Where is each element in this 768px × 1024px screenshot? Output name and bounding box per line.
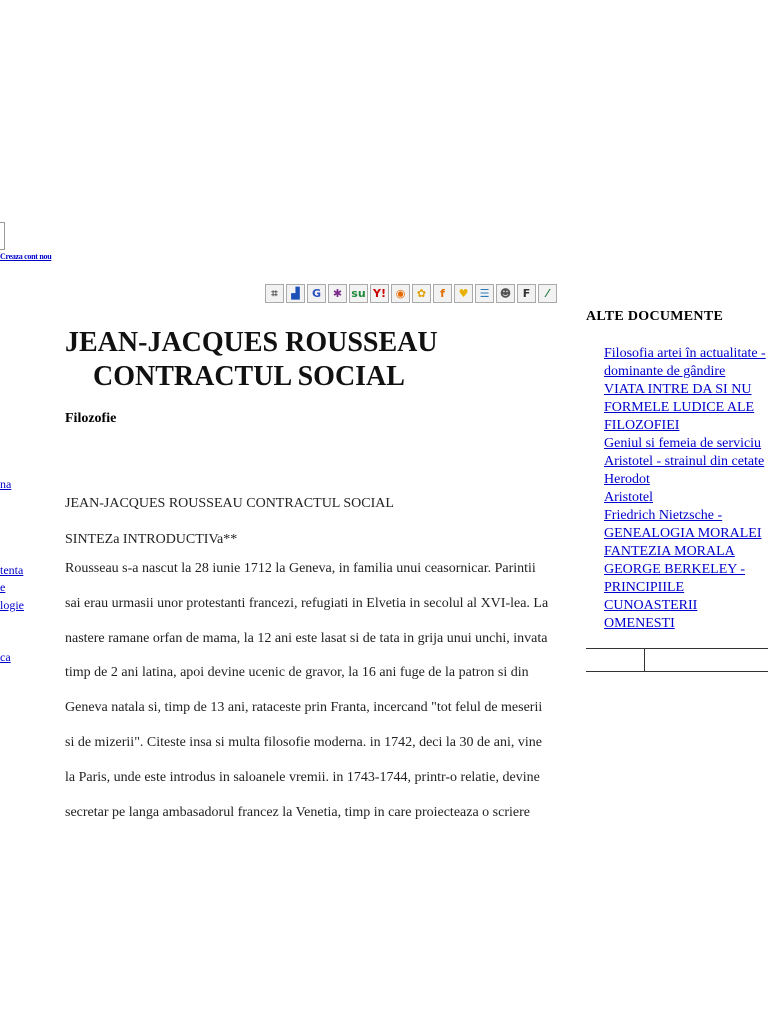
- left-sidebar-link[interactable]: na: [0, 477, 12, 491]
- left-sidebar-link[interactable]: tenta: [0, 563, 24, 577]
- delicious-icon[interactable]: ▟: [286, 284, 305, 303]
- share-toolbar: [265, 284, 557, 303]
- related-document-link[interactable]: Aristotel: [604, 490, 653, 505]
- slashdot-icon[interactable]: ⁄: [538, 284, 557, 303]
- table-divider: [644, 649, 645, 671]
- list-item: [604, 381, 768, 399]
- sunflower-icon[interactable]: ✿: [412, 284, 431, 303]
- list-item: [604, 435, 768, 453]
- related-document-link[interactable]: Filosofia artei în actualitate - dominante de gândire: [604, 346, 766, 379]
- left-sidebar-link[interactable]: logie: [0, 598, 24, 612]
- list-item: [604, 543, 768, 561]
- furl-icon[interactable]: F: [517, 284, 536, 303]
- article-subheading: SINTEZa INTRODUCTIVa**: [65, 532, 238, 547]
- related-document-link[interactable]: FORMELE LUDICE ALE FILOZOFIEI: [604, 400, 755, 433]
- related-document-link[interactable]: VIATA INTRE DA SI NU: [604, 382, 752, 397]
- create-account-link[interactable]: Creaza cont nou: [0, 252, 52, 261]
- list-item: [604, 489, 768, 507]
- newsvine-icon[interactable]: ☰: [475, 284, 494, 303]
- related-documents-list: [604, 345, 768, 633]
- related-document-link[interactable]: Friedrich Nietzsche - GENEALOGIA MORALEI: [604, 508, 762, 541]
- article-heading: JEAN-JACQUES ROUSSEAU CONTRACTUL SOCIAL: [65, 496, 394, 511]
- list-item: [604, 561, 768, 633]
- blinklist-icon[interactable]: ◉: [391, 284, 410, 303]
- stumbleupon-icon[interactable]: su: [349, 284, 368, 303]
- related-document-link[interactable]: Aristotel - strainul din cetate: [604, 454, 765, 469]
- yahoo-icon[interactable]: Y!: [370, 284, 389, 303]
- list-item: [604, 453, 768, 471]
- related-document-link[interactable]: Herodot: [604, 472, 650, 487]
- related-document-link[interactable]: Geniul si femeia de serviciu: [604, 436, 762, 451]
- category-label: Filozofie: [65, 411, 117, 426]
- title-line-2: CONTRACTUL SOCIAL: [93, 361, 405, 392]
- list-item: [604, 399, 768, 435]
- left-sidebar-link[interactable]: e: [0, 580, 6, 594]
- facebook-icon[interactable]: f: [433, 284, 452, 303]
- buzz-icon[interactable]: ♥: [454, 284, 473, 303]
- myspace-icon[interactable]: ✱: [328, 284, 347, 303]
- left-sidebar-link[interactable]: ca: [0, 650, 11, 664]
- article-paragraph: Rousseau s-a nascut la 28 iunie 1712 la Geneva, in familia unui ceasornicar. Parintii sai erau urmasii unor protestanti francezi, refugiati in Elvetia in secolul al XVI-lea. La nastere ramane orfan de mama, la 12 ani este lasat si de tata in grija unui unchi, invata timp de 2 ani latina, apoi devine ucenic de gravor, la 16 ani fuge de la patron si din Geneva natala si, timp de 13 ani, rataceste prin Franta, incercand "tot felul de meserii si de mizerii". Citeste insa si multa filosofie moderna. in 1742, deci la 30 de ani, vine la Paris, unde este introdus in saloanele vremii. in 1743-1744, printr-o relatie, devine secretar pe langa ambasadorul francez la Venetia, timp in care proiecteaza o scriere: [65, 561, 549, 820]
- sidebar-table: [586, 648, 768, 672]
- title-line-1: JEAN-JACQUES ROUSSEAU: [65, 327, 438, 358]
- list-item: [604, 471, 768, 489]
- login-box-fragment: [0, 222, 5, 250]
- sidebar-title: ALTE DOCUMENTE: [586, 309, 724, 324]
- google-icon[interactable]: G: [307, 284, 326, 303]
- reddit-icon[interactable]: ☻: [496, 284, 515, 303]
- list-item: [604, 345, 768, 381]
- related-document-link[interactable]: GEORGE BERKELEY - PRINCIPIILE CUNOASTERII OMENESTI: [604, 562, 746, 631]
- article-body: [65, 496, 550, 830]
- related-document-link[interactable]: FANTEZIA MORALA: [604, 544, 735, 559]
- bookmark-icon[interactable]: ⌗: [265, 284, 284, 303]
- page-title: [65, 326, 485, 394]
- list-item: [604, 507, 768, 543]
